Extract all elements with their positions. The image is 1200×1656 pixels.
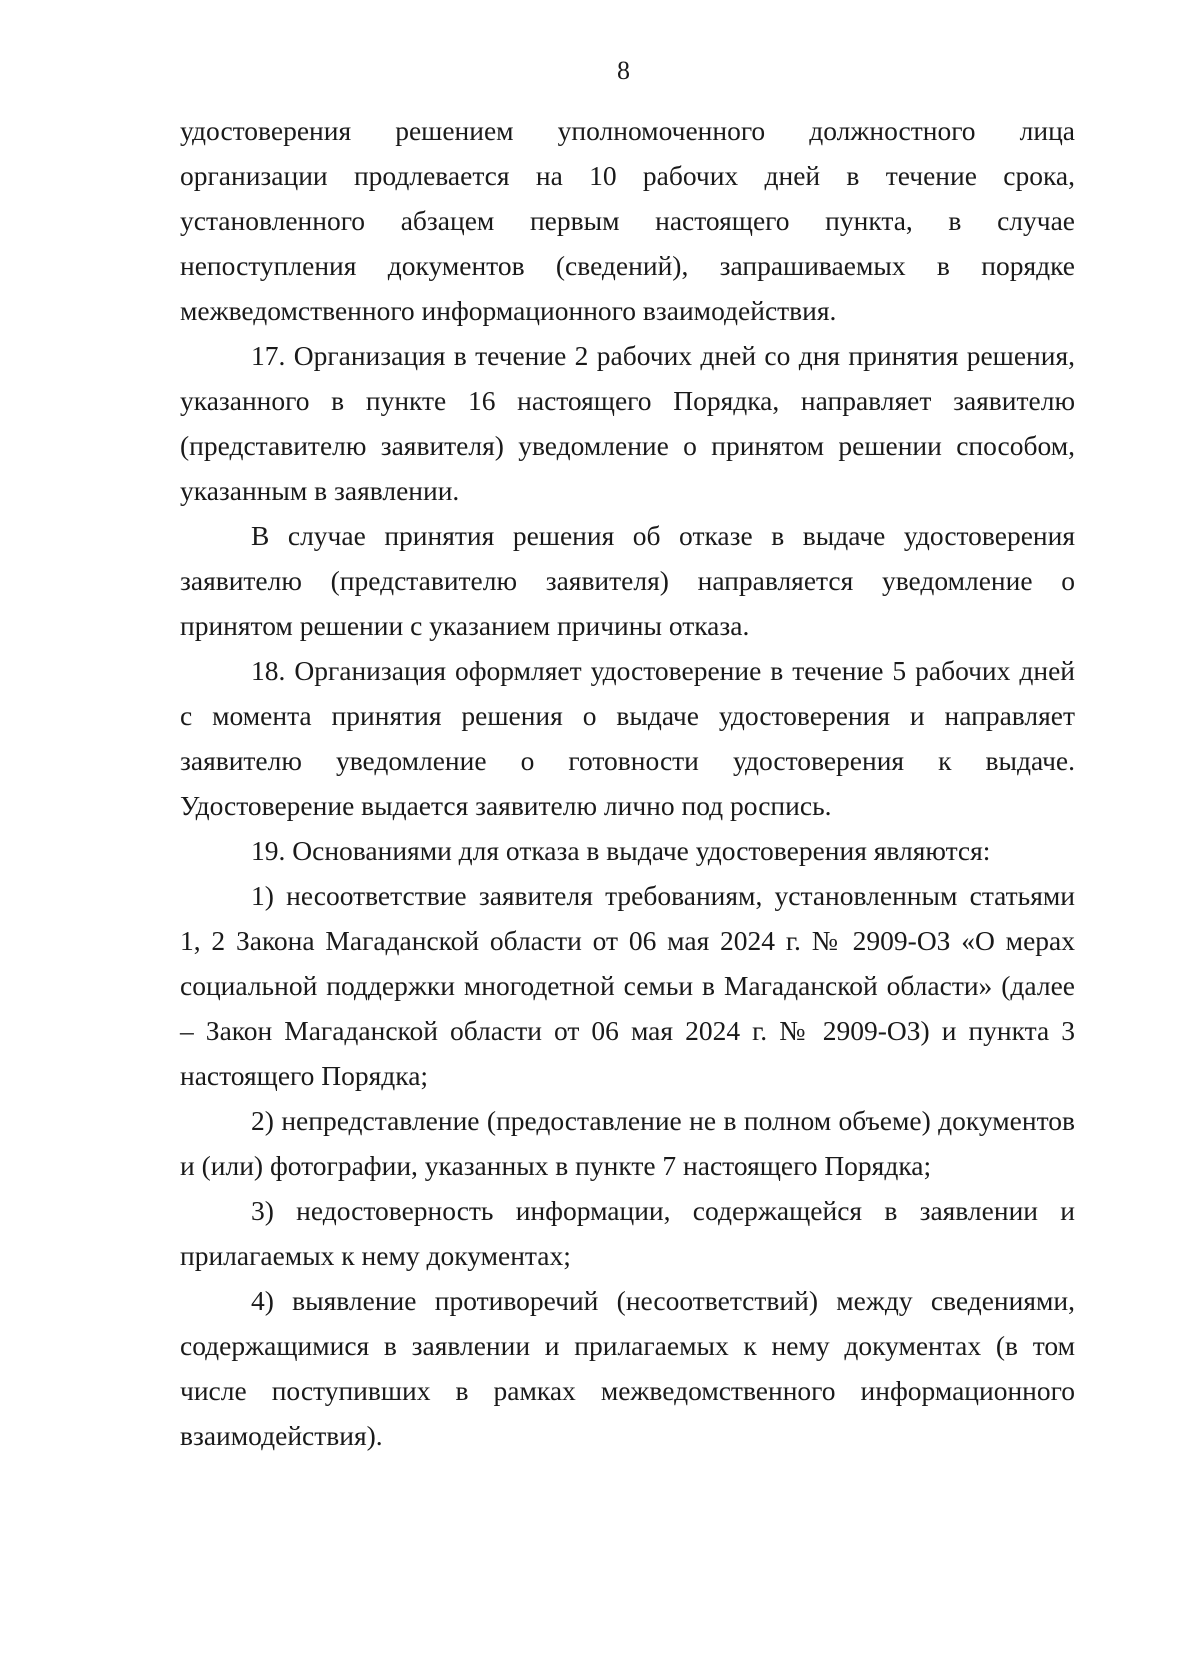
paragraph-item-18: 18. Организация оформляет удостоверение в течение 5 рабочих дней с момента принятия решения о выдаче удостоверения и направляет заявителю уведомление о готовности удостоверения к выдаче. Удостоверение выдается заявителю лично под роспись. <box>180 655 1075 821</box>
paragraph-subitem-2: 2) непредставление (предоставление не в полном объеме) документов и (или) фотографии, указанных в пункте 7 настоящего Порядка; <box>180 1105 1075 1181</box>
paragraph-item-17: 17. Организация в течение 2 рабочих дней со дня принятия решения, указанного в пункте 16 настоящего Порядка, направляет заявителю (представителю заявителя) уведомление о принятом решении способом, указанным в заявлении. <box>180 340 1075 506</box>
paragraph-item-19: 19. Основаниями для отказа в выдаче удостоверения являются: <box>251 835 991 866</box>
document-body <box>180 108 1075 1458</box>
paragraph-refusal-notice: В случае принятия решения об отказе в выдаче удостоверения заявителю (представителю заявителя) направляется уведомление о принятом решении с указанием причины отказа. <box>180 520 1075 641</box>
paragraph-subitem-1: 1) несоответствие заявителя требованиям, установленным статьями 1, 2 Закона Магаданской области от 06 мая 2024 г. № 2909-ОЗ «О мерах социальной поддержки многодетной семьи в Магаданской области» (далее – Закон Магаданской области от 06 мая 2024 г. № 2909-ОЗ) и пункта 3 настоящего Порядка; <box>180 880 1075 1091</box>
paragraph-subitem-4: 4) выявление противоречий (несоответствий) между сведениями, содержащимися в заявлении и прилагаемых к нему документах (в том числе поступивших в рамках межведомственного информационного взаимодействия). <box>180 1285 1075 1451</box>
paragraph-subitem-3: 3) недостоверность информации, содержащейся в заявлении и прилагаемых к нему документах; <box>180 1195 1075 1271</box>
paragraph-continuation: удостоверения решением уполномоченного должностного лица организации продлевается на 10 рабочих дней в течение срока, установленного абзацем первым настоящего пункта, в случае непоступления документов (сведений), запрашиваемых в порядке межведомственного информационного взаимодействия. <box>180 115 1075 326</box>
page-number: 8 <box>617 56 630 85</box>
